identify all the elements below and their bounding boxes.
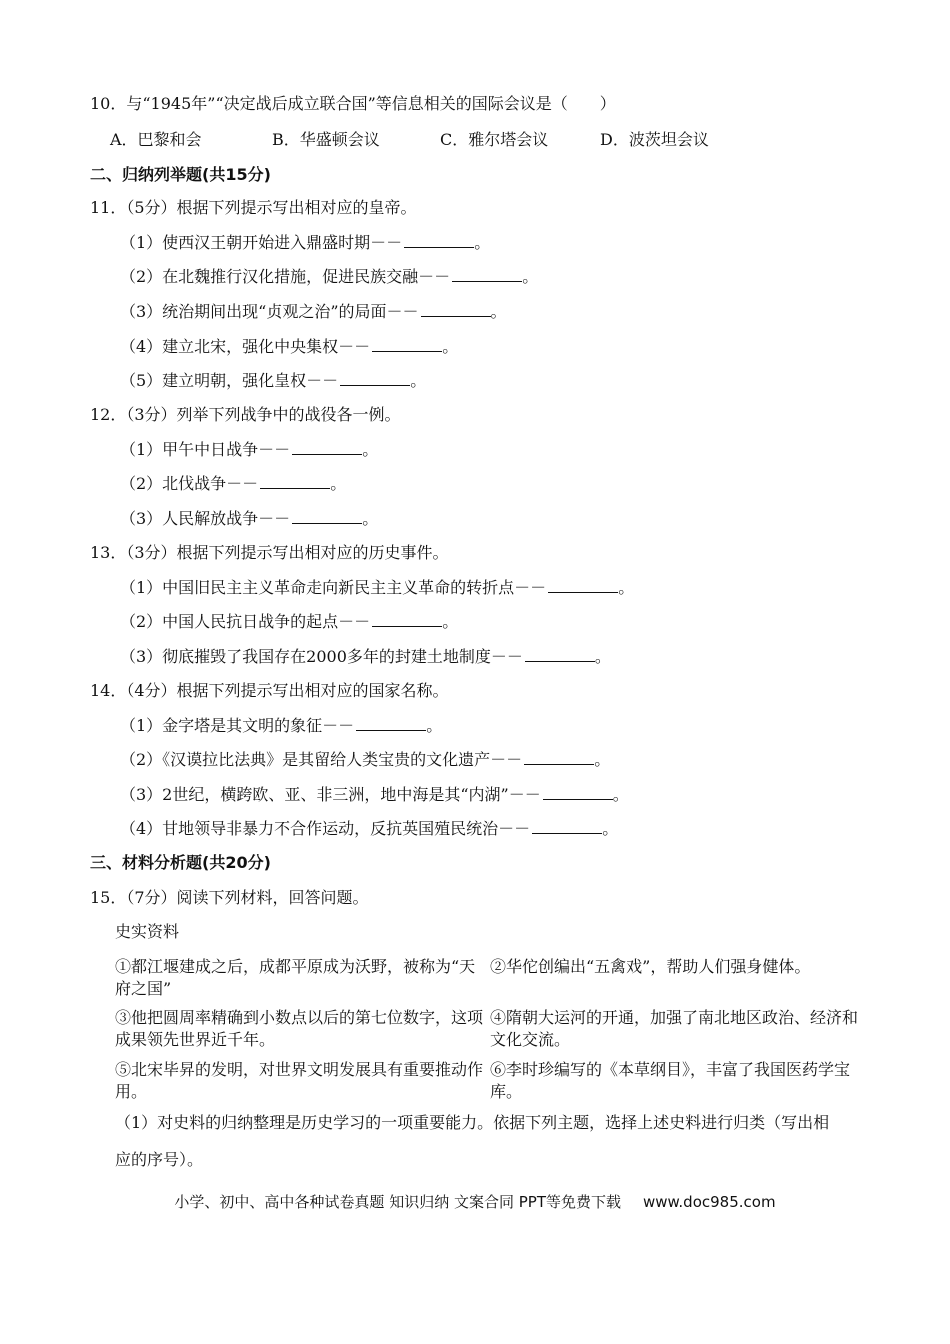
q10-option-b: B．华盛顿会议: [272, 130, 380, 149]
answer-blank[interactable]: [548, 578, 618, 593]
material-cell-3: ③他把圆周率精确到小数点以后的第七位数字，这项成果领先世界近千年。: [115, 1008, 484, 1049]
answer-blank[interactable]: [525, 647, 595, 662]
section-2-heading: 二、归纳列举题(共15分): [90, 165, 271, 184]
footer-text: 小学、初中、高中各种试卷真题 知识归纳 文案合同 PPT等免费下载: [174, 1193, 621, 1211]
material-cell-4: ④隋朝大运河的开通，加强了南北地区政治、经济和文化交流。: [490, 1008, 859, 1049]
answer-blank[interactable]: [292, 440, 362, 455]
answer-blank[interactable]: [372, 337, 442, 352]
q15-stem: 15．（7分）阅读下列材料，回答问题。: [90, 888, 369, 907]
q14-item: （1）金字塔是其文明的象征－－ 。: [120, 716, 443, 735]
q10-option-a: A．巴黎和会: [110, 130, 202, 149]
q11-item: （3）统治期间出现“贞观之治”的局面－－ 。: [120, 302, 507, 321]
answer-blank[interactable]: [404, 233, 474, 248]
q11-item: （5）建立明朝，强化皇权－－ 。: [120, 371, 427, 390]
q11-stem: 11．（5分）根据下列提示写出相对应的皇帝。: [90, 198, 417, 217]
q13-item: （2）中国人民抗日战争的起点－－ 。: [120, 612, 459, 631]
q12-item: （3）人民解放战争－－ 。: [120, 509, 379, 528]
q10-option-d: D．波茨坦会议: [600, 130, 709, 149]
q12-item: （1）甲午中日战争－－ 。: [120, 440, 379, 459]
q10-option-c: C．雅尔塔会议: [440, 130, 549, 149]
answer-blank[interactable]: [356, 716, 426, 731]
q15-sub1-text: （1）对史料的归纳整理是历史学习的一项重要能力。依据下列主题，选择上述史料进行归类（写出相: [115, 1113, 830, 1132]
answer-blank[interactable]: [292, 509, 362, 524]
q14-item: （4）甘地领导非暴力不合作运动，反抗英国殖民统治－－ 。: [120, 819, 619, 838]
q14-item: （3）2世纪，横跨欧、亚、非三洲，地中海是其“内湖”－－ 。: [120, 785, 629, 804]
q11-item: （1）使西汉王朝开始进入鼎盛时期－－ 。: [120, 233, 491, 252]
answer-blank[interactable]: [372, 612, 442, 627]
answer-blank[interactable]: [340, 371, 410, 386]
q12-stem: 12．（3分）列举下列战争中的战役各一例。: [90, 405, 401, 424]
answer-blank[interactable]: [543, 785, 613, 800]
q10-stem: 10．与“1945年”“决定战后成立联合国”等信息相关的国际会议是（ ）: [90, 94, 616, 113]
answer-blank[interactable]: [532, 819, 602, 834]
answer-blank[interactable]: [452, 267, 522, 282]
q14-stem: 14．（4分）根据下列提示写出相对应的国家名称。: [90, 681, 449, 700]
material-cell-5: ⑤北宋毕昇的发明，对世界文明发展具有重要推动作用。: [115, 1060, 484, 1101]
q12-item: （2）北伐战争－－ 。: [120, 474, 347, 493]
material-cell-1: ①都江堰建成之后，成都平原成为沃野，被称为“天府之国”: [115, 957, 476, 998]
q13-item: （1）中国旧民主主义革命走向新民主主义革命的转折点－－ 。: [120, 578, 635, 597]
q11-item: （2）在北魏推行汉化措施，促进民族交融－－ 。: [120, 267, 539, 286]
q11-item: （4）建立北宋，强化中央集权－－ 。: [120, 337, 459, 356]
page-footer: [0, 1191, 950, 1212]
q13-item: （3）彻底摧毁了我国存在2000多年的封建土地制度－－ 。: [120, 647, 611, 666]
footer-url[interactable]: www.doc985.com: [642, 1193, 776, 1211]
q15-sub1-text-cont: 应的序号）。: [115, 1150, 204, 1169]
answer-blank[interactable]: [260, 474, 330, 489]
material-cell-2: ②华佗创编出“五禽戏”，帮助人们强身健体。: [490, 957, 811, 976]
q14-item: （2）《汉谟拉比法典》是其留给人类宝贵的文化遗产－－ 。: [120, 750, 611, 769]
answer-blank[interactable]: [524, 750, 594, 765]
answer-blank[interactable]: [421, 302, 491, 317]
section-3-heading: 三、材料分析题(共20分): [90, 853, 271, 872]
q13-stem: 13．（3分）根据下列提示写出相对应的历史事件。: [90, 543, 449, 562]
material-cell-6: ⑥李时珍编写的《本草纲目》，丰富了我国医药学宝库。: [490, 1060, 851, 1101]
material-table-title: 史实资料: [115, 922, 180, 941]
